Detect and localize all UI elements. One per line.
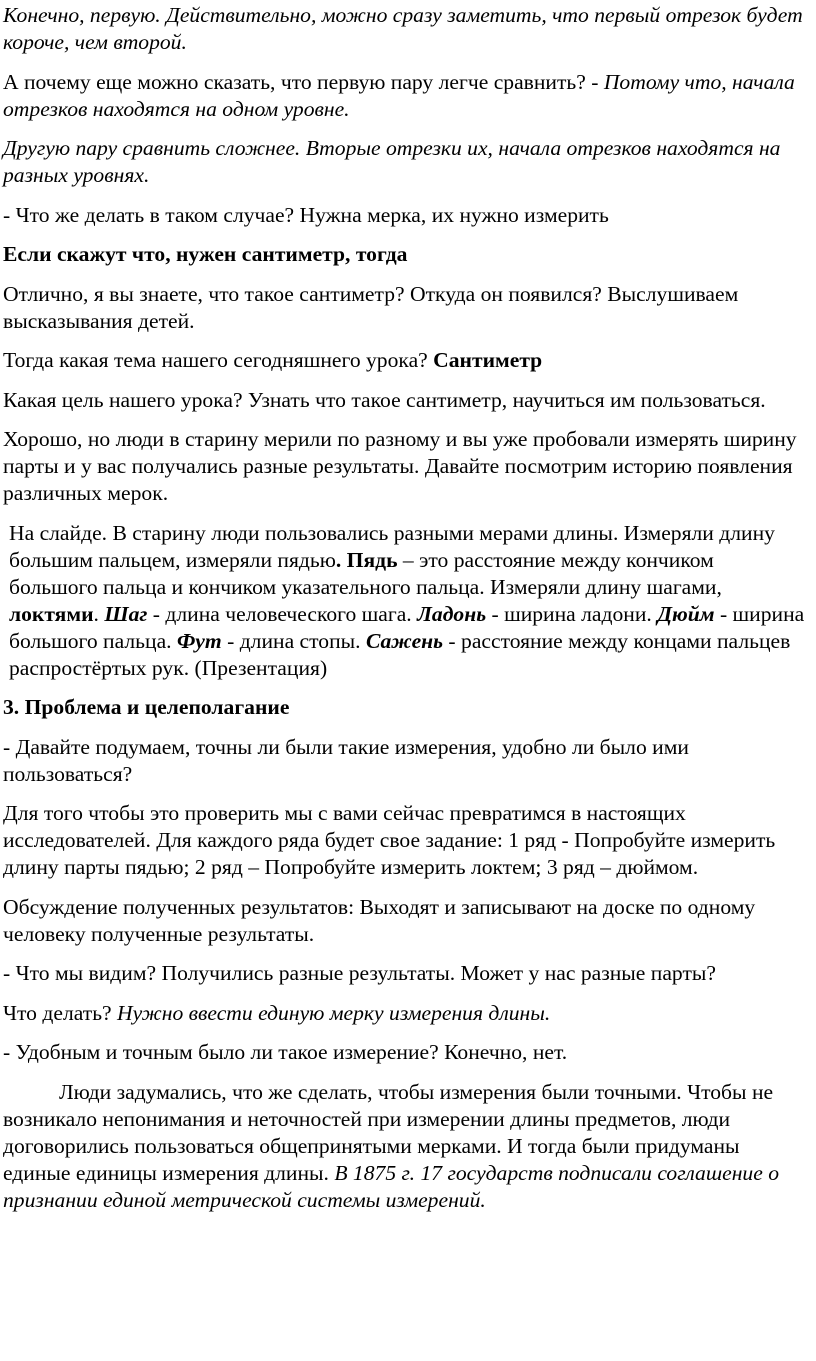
- text-run: - ширина ладони.: [486, 601, 658, 626]
- paragraph-other-pair: [3, 135, 806, 189]
- italic-text: Конечно, первую. Действительно, можно сразу заметить, что первый отрезок будет короче, чем второй.: [3, 3, 803, 54]
- paragraph-why-easier: [3, 69, 806, 123]
- term-ladon: Ладонь: [417, 601, 487, 626]
- text-run: - длина человеческого шага.: [147, 601, 418, 626]
- topic-text: Сантиметр: [433, 348, 543, 372]
- paragraph-research-task: Для того чтобы это проверить мы с вами сейчас превратимся в настоящих исследователей. Для каждого ряда будет свое задание: 1 ряд - Попробуйте измерить длину парты пядью; 2 ряд – Попробуйте измерить локтем; 3 ряд – дюймом.: [3, 801, 776, 879]
- text-run: На слайде. В старину люди пользовались разными мерами длины. Измеряли длину большим пальцем, измеряли пядью: [9, 520, 775, 572]
- answer-text: Нужно ввести единую мерку измерения длины.: [117, 1000, 551, 1025]
- paragraph-precision-question: - Давайте подумаем, точны ли были такие измерения, удобно ли было ими пользоваться?: [3, 734, 689, 786]
- paragraph-lesson-topic: [3, 347, 806, 374]
- paragraph-different-results: - Что мы видим? Получились разные результаты. Может у нас разные парты?: [3, 961, 716, 985]
- term-shag: Шаг: [104, 601, 148, 626]
- question-text: А почему еще можно сказать, что первую пару легче сравнить? -: [3, 69, 604, 94]
- text-run: - расстояние между концами пальцев распростёртых рук. (Презентация): [9, 628, 791, 680]
- question-text: Что делать?: [3, 1000, 118, 1025]
- text-run: – это расстояние между кончиком большого пальца и кончиком указательного пальца. Измеряли длину шагами,: [9, 547, 722, 599]
- term-fut: Фут: [176, 628, 222, 653]
- italic-text: Другую пару сравнить сложнее. Вторые отрезки их, начала отрезков находятся на разных уровнях.: [3, 136, 781, 187]
- paragraph-not-precise: - Удобным и точным было ли такое измерение? Конечно, нет.: [3, 1040, 568, 1064]
- term-dyuym: Дюйм: [657, 601, 715, 626]
- paragraph-results-discussion: Обсуждение полученных результатов: Выходят и записывают на доске по одному человеку полученные результаты.: [3, 894, 756, 946]
- term-span: . Пядь: [335, 547, 398, 572]
- paragraph-single-measure: [3, 1000, 806, 1027]
- question-text: Тогда какая тема нашего сегодняшнего урока?: [3, 348, 434, 372]
- paragraph-history-intro: Хорошо, но люди в старину мерили по разному и вы уже пробовали измерять ширину парты и у вас получались разные результаты. Давайте посмотрим историю появления различных мерок.: [3, 427, 797, 505]
- paragraph-lesson-goal: Какая цель нашего урока? Узнать что такое сантиметр, научиться им пользоваться.: [3, 387, 766, 412]
- paragraph-old-measures: [3, 520, 806, 682]
- paragraph-metric-system: [3, 1079, 806, 1214]
- term-sazhen: Сажень: [365, 628, 444, 653]
- paragraph-what-to-do: - Что же делать в таком случае? Нужна мерка, их нужно измерить: [3, 202, 609, 227]
- heading-text: 3. Проблема и целеполагание: [3, 695, 290, 719]
- text-run: .: [93, 601, 105, 626]
- paragraph-centimeter-heading: [3, 241, 806, 268]
- paragraph-first-pair: [3, 2, 806, 56]
- answer-text: Потому что, начала отрезков находятся на одном уровне.: [3, 69, 795, 121]
- bold-text: Если скажут что, нужен сантиметр, тогда: [3, 242, 408, 266]
- section-heading: [3, 694, 806, 721]
- term-lokot: локтями: [9, 601, 94, 626]
- text-run: - длина стопы.: [221, 628, 366, 653]
- italic-text: В 1875 г. 17 государств подписали соглашение о признании единой метрической системы измерений.: [3, 1160, 779, 1212]
- paragraph-what-is-centimeter: Отлично, я вы знаете, что такое сантиметр? Откуда он появился? Выслушиваем высказывания детей.: [3, 281, 739, 333]
- text-run: - ширина большого пальца.: [9, 601, 805, 653]
- text-run: Люди задумались, что же сделать, чтобы измерения были точными. Чтобы не возникало непонимания и неточностей при измерении длины предметов, люди договорились пользоваться общепринятыми мерками. И тогда были придуманы единые единицы измерения длины.: [3, 1079, 774, 1185]
